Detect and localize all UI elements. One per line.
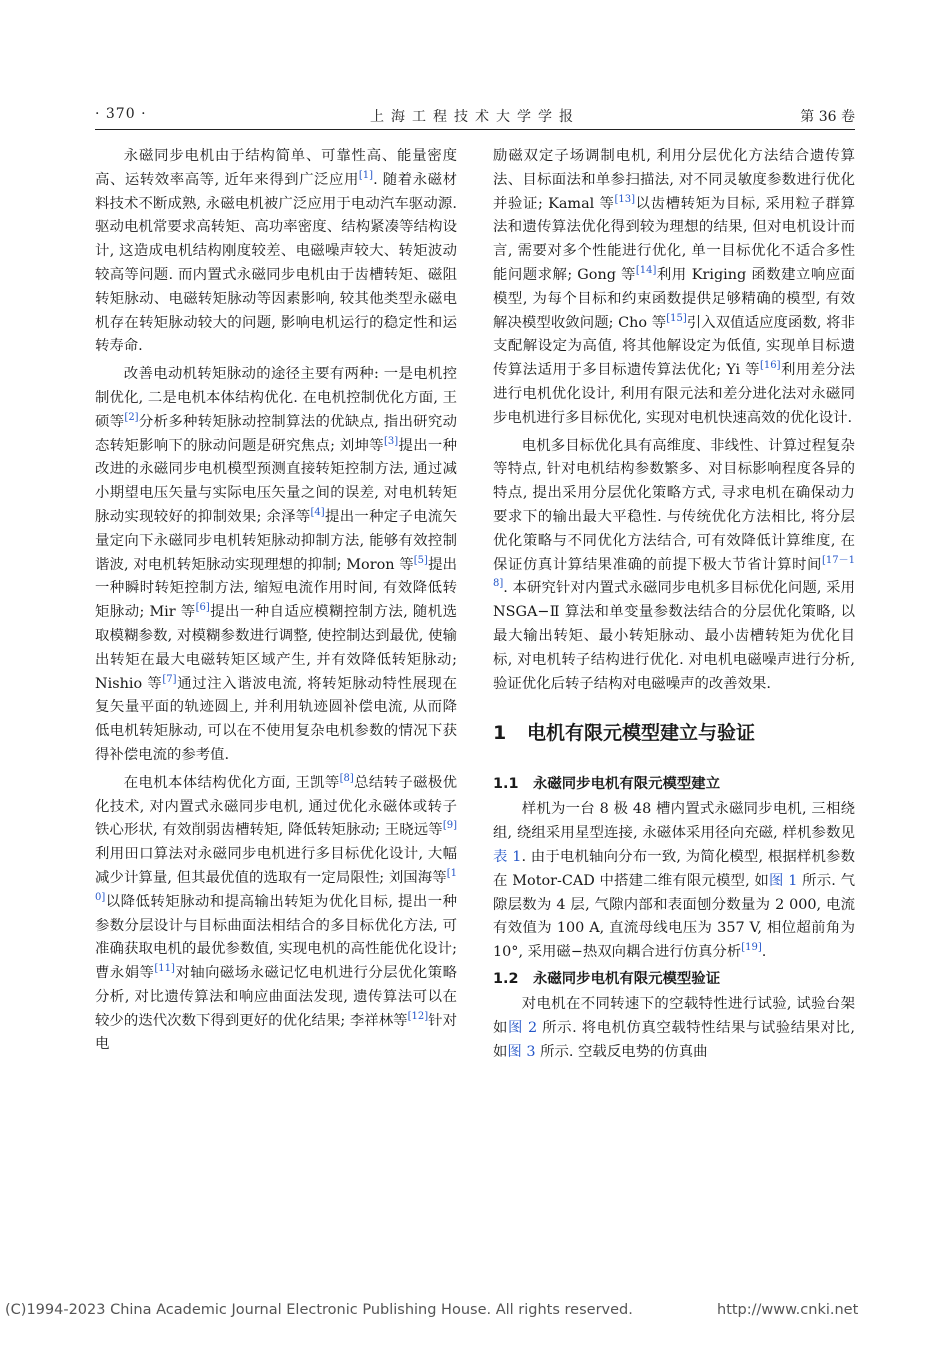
citation-ref[interactable]: [7] (162, 673, 177, 685)
citation-ref[interactable]: [11] (154, 963, 175, 975)
citation-ref[interactable]: [17－18] (493, 554, 855, 590)
citation-ref[interactable]: [2] (124, 411, 139, 423)
page-number: · 370 · (95, 106, 147, 122)
cnki-website-link[interactable]: http://www.cnki.net (717, 1302, 859, 1318)
volume-label: 第 36 卷 (800, 109, 855, 125)
subsection-heading (493, 967, 855, 991)
citation-ref[interactable]: [14] (635, 264, 657, 276)
figure-table-link[interactable]: 图 1 (768, 872, 798, 889)
subsection-number: 1.1 (493, 776, 519, 793)
paragraph: 样机为一台 8 极 48 槽内置式永磁同步电机, 三相绕组, 绕组采用星型连接, 永磁体采用径向充磁, 样机参数见表 1. 由于电机轴向分布一致, 为简化模型, 根据样机参数在 Motor-CAD 中搭建二维有限元模型, 如图 1 所示. 气隙层数为 4 层, 气隙内部和表面刨分数量为 2 000, 电流有效值为 100 A, 直流母线电压为 357 V, 相位超前角为 10°, 采用磁−热双向耦合进行仿真分析[19]. (493, 801, 856, 961)
paragraph: 在电机本体结构优化方面, 王凯等[8]总结转子磁极优化技术, 对内置式永磁同步电机, 通过优化永磁体或转子铁心形状, 有效削弱齿槽转矩, 降低转矩脉动; 王晓远等[9]利用田口算法对永磁同步电机进行多目标优化设计, 大幅减少计算量, 但其最优值的选取有一定局限性; 刘国海等[10]以降低转矩脉动和提高输出转矩为优化目标, 提出一种参数分层设计与目标曲面法相结合的多目标优化方法, 可准确获取电机的最优参数值, 实现电机的高性能优化设计; 曹永娟等[11]对轴向磁场永磁记忆电机进行分层优化策略分析, 对比遗传算法和响应曲面法发现, 遗传算法可以在较少的迭代次数下得到更好的优化结果; 李祥林等[12]针对电 (95, 772, 457, 1053)
journal-name: 上海工程技术大学学报 (370, 109, 580, 125)
section-title: 电机有限元模型建立与验证 (527, 722, 756, 745)
paragraph: 励磁双定子场调制电机, 利用分层优化方法结合遗传算法、目标面法和单参扫描法, 对不同灵敏度参数进行优化并验证; Kamal 等[13]以齿槽转矩为目标, 采用粒子群算法和遗传算法优化得到较为理想的结果, 但对电机设计而言, 需要对多个性能进行优化, 单一目标优化不适合多性能问题求解; Gong 等[14]利用 Kriging 函数建立响应面模型, 为每个目标和约束函数提供足够精确的模型, 有效解决模型收敛问题; Cho 等[15]引入双值适应度函数, 将非支配解设定为高值, 将其他解设定为低值, 实现单目标遗传算法适用于多目标遗传算法优化; Yi 等[16]利用差分法进行电机优化设计, 利用有限元法和差分进化法对永磁同步电机进行多目标优化, 实现对电机快速高效的优化设计. (493, 148, 855, 426)
citation-ref[interactable]: [10] (95, 867, 457, 903)
citation-ref[interactable]: [19] (741, 942, 762, 954)
citation-ref[interactable]: [9] (442, 820, 457, 832)
paragraph: 对电机在不同转速下的空载特性进行试验, 试验台架如图 2 所示. 将电机仿真空载特性结果与试验结果对比, 如图 3 所示. 空载反电势的仿真曲 (493, 995, 855, 1060)
citation-ref[interactable]: [12] (407, 1010, 429, 1022)
figure-table-link[interactable]: 图 2 (507, 1019, 538, 1036)
running-header (95, 102, 855, 128)
subsection-title: 永磁同步电机有限元模型建立 (533, 776, 721, 793)
citation-ref[interactable]: [1] (358, 169, 374, 181)
citation-ref[interactable]: [4] (310, 506, 325, 518)
citation-ref[interactable]: [5] (413, 554, 428, 566)
citation-ref[interactable]: [8] (339, 772, 354, 784)
figure-table-link[interactable]: 图 3 (507, 1043, 536, 1060)
paragraph: 改善电动机转矩脉动的途径主要有两种: 一是电机控制优化, 二是电机本体结构优化. 在电机控制优化方面, 王硕等[2]分析多种转矩脉动控制算法的优缺点, 指出研究动态转矩影响下的脉动问题是研究焦点; 刘坤等[3]提出一种改进的永磁同步电机模型预测直接转矩控制方法, 通过减小期望电压矢量与实际电压矢量之间的误差, 对电机转矩脉动实现较好的抑制效果; 余泽等[4]提出一种定子电流矢量定向下永磁同步电机转矩脉动抑制方法, 能够有效控制谐波, 对电机转矩脉动实现理想的抑制; Moron 等[5]提出一种瞬时转矩控制方法, 缩短电流作用时间, 有效降低转矩脉动; Mir 等[6]提出一种自适应模糊控制方法, 随机选取模糊参数, 对模糊参数进行调整, 使控制达到最优, 使输出转矩在最大电磁转矩区域产生, 并有效降低转矩脉动; Nishio 等[7]通过注入谐波电流, 将转矩脉动特性展现在复矢量平面的轨迹圆上, 并利用轨迹圆补偿电流, 从而降低电机转矩脉动, 可以在不使用复杂电机参数的情况下获得补偿电流的参考值. (95, 366, 457, 763)
paragraph: 电机多目标优化具有高维度、非线性、计算过程复杂等特点, 针对电机结构参数繁多、对目标影响程度各异的特点, 提出采用分层优化策略方式, 寻求电机在确保动力要求下的输出最大平稳性. 与传统优化方法相比, 将分层优化策略与不同优化方法结合, 可有效降低计算维度, 在保证仿真计算结果准确的前提下极大节省计算时间[17－18]. 本研究针对内置式永磁同步电机多目标优化问题, 采用 NSGA−Ⅱ 算法和单变量参数法结合的分层优化策略, 以最大输出转矩、最小转矩脉动、最小齿槽转矩为优化目标, 对电机转子结构进行优化. 对电机电磁噪声进行分析, 验证优化后转子结构对电磁噪声的改善效果. (493, 437, 855, 692)
subsection-number: 1.2 (493, 970, 519, 987)
citation-ref[interactable]: [6] (195, 602, 210, 614)
copyright-text: (C)1994-2023 China Academic Journal Electronic Publishing House. All rights reserved. (5, 1302, 633, 1318)
subsection-heading (493, 772, 855, 796)
header-rule (95, 129, 855, 130)
right-column (493, 145, 855, 1064)
figure-table-link[interactable]: 表 1 (493, 848, 522, 865)
left-column (95, 145, 457, 1057)
citation-ref[interactable]: [3] (384, 435, 399, 447)
citation-ref[interactable]: [15] (666, 312, 687, 324)
section-number: 1 (493, 722, 507, 745)
citation-ref[interactable]: [13] (614, 193, 635, 205)
paragraph: 永磁同步电机由于结构简单、可靠性高、能量密度高、运转效率高等, 近年来得到广泛应用[1]. 随着永磁材料技术不断成熟, 永磁电机被广泛应用于电动汽车驱动源. 驱动电机常要求高转矩、高功率密度、结构紧凑等结构设计, 这造成电机结构刚度较差、电磁噪声较大、转矩波动较高等问题. 而内置式永磁同步电机由于齿槽转矩、磁阻转矩脉动、电磁转矩脉动等因素影响, 较其他类型永磁电机存在转矩脉动较大的问题, 影响电机运行的稳定性和运转寿命. (95, 148, 457, 355)
section-heading (493, 720, 855, 746)
subsection-title: 永磁同步电机有限元模型验证 (533, 970, 721, 987)
citation-ref[interactable]: [16] (760, 360, 781, 372)
copyright-footer (5, 1302, 945, 1318)
